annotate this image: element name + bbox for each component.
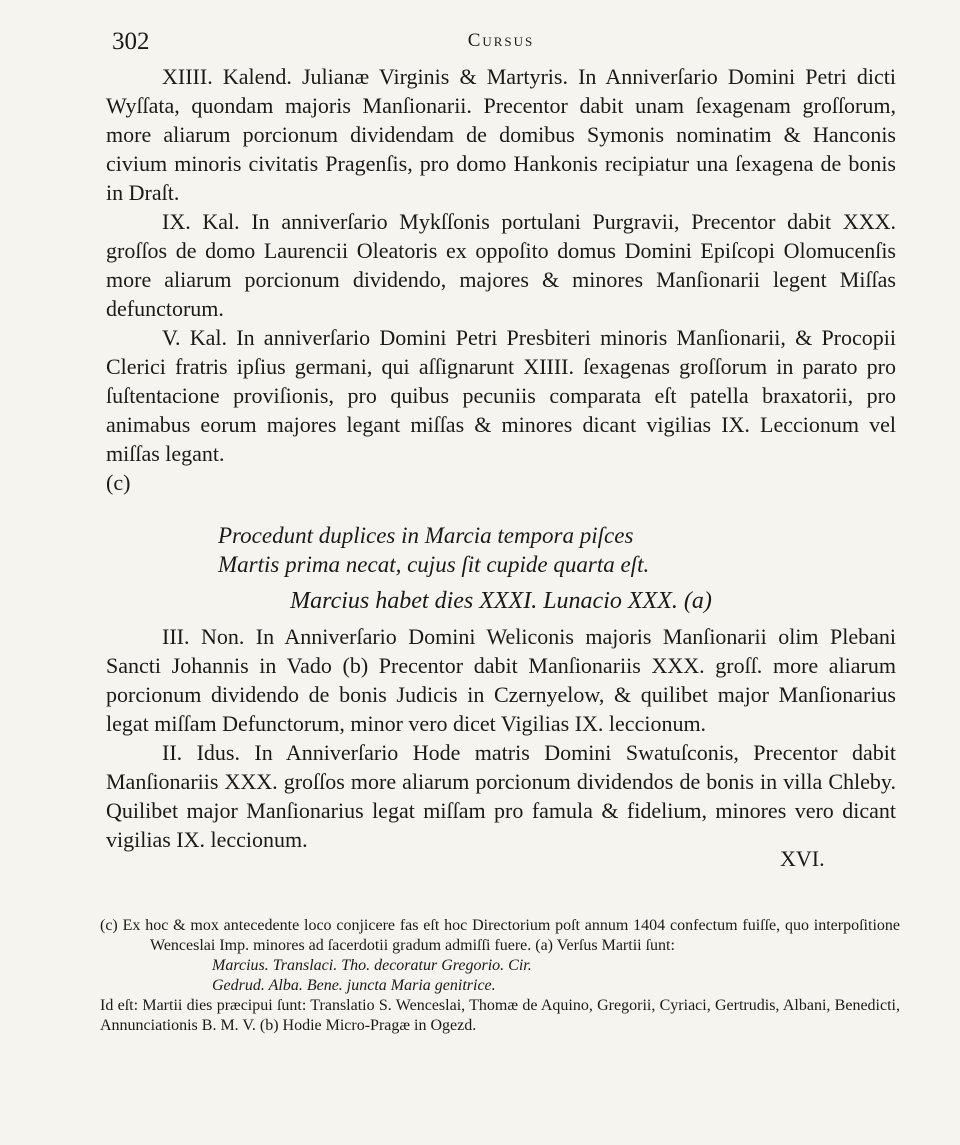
entry-paragraph: V. Kal. In anniverſario Domini Petri Presbiteri minoris Manſionarii, & Procopii Clerici fratris ipſius germani, qui aſſignarunt XIIII. ſexagenas groſſorum in parato pro ſuſtentacione proviſionis, pro quibus pecuniis comparata eſt patella braxatorii, pro animabus eorum majores legant miſſas & minores dicant vigilias IX. Leccionum vel miſſas legant. [106,325,896,466]
footnote-verse-line: Gedrud. Alba. Bene. juncta Maria genitrice. [212,977,496,994]
footnote-verse-line: Marcius. Translaci. Tho. decoratur Gregorio. Cir. [212,957,532,974]
main-text [106,62,896,854]
footnote-text: Id eſt: Martii dies præcipui ſunt: Translatio S. Wenceslai, Thomæ de Aquino, Gregorii, Cyriaci, Gertrudis, Albani, Benedicti, Annunciationis B. M. V. (b) Hodie Micro-Pragæ in Ogezd. [100,997,900,1034]
verse-line: Martis prima necat, cujus ſit cupide quarta eſt. [218,552,650,577]
entry-paragraph: II. Idus. In Anniverſario Hode matris Domini Swatuſconis, Precentor dabit Manſionariis XXX. groſſos more aliarum porcionum dividendos de bonis in villa Chleby. Quilibet major Manſionarius legat miſſam pro famula & fidelium, minores vero dicant vigilias IX. leccionum. [106,740,896,852]
verse-block [106,521,896,579]
entry-paragraph: XIIII. Kalend. Julianæ Virginis & Martyris. In Anniverſario Domini Petri dicti Wyſſata, quondam majoris Manſionarii. Precentor dabit unam ſexagenam groſſorum, more aliarum porcionum dividendam de domibus Symonis nominatim & Hanconis civium minoris civitatis Pragenſis, pro domo Hankonis recipiatur una ſexagena de bonis in Draſt. [106,64,896,205]
footnotes [100,916,900,1036]
month-heading: Marcius habet dies XXXI. Lunacio XXX. (a) [290,588,712,614]
footnote-text: (c) Ex hoc & mox antecedente loco conjicere fas eſt hoc Directorium poſt annum 1404 confectum fuiſſe, quo interpoſitione Wenceslai Imp. minores ad ſacerdotii gradum admiſſi fuere. (a) Verſus Martii ſunt: [100,917,900,954]
page-number: 302 [112,28,150,55]
footnote-verse [100,956,900,996]
verse-line: Procedunt duplices in Marcia tempora piſces [218,523,634,548]
entry-paragraph: III. Non. In Anniverſario Domini Weliconis majoris Manſionarii olim Plebani Sancti Johannis in Vado (b) Precentor dabit Manſionariis XXX. groſſ. more aliarum porcionum dividendo de bonis Judicis in Czernyelow, & quilibet major Manſionarius legat miſſam Defunctorum, minor vero dicet Vigilias IX. leccionum. [106,624,896,736]
running-head: Cursus [467,30,535,51]
section-tag: XVI. [780,846,825,871]
page-header [112,28,890,62]
footnote-reference: (c) [106,470,131,495]
entry-paragraph: IX. Kal. In anniverſario Mykſſonis portulani Purgravii, Precentor dabit XXX. groſſos de domo Laurencii Oleatoris ex oppoſito domus Domini Epiſcopi Olomucenſis more aliarum porcionum dividendo, majores & minores Manſionarii legent Miſſas defunctorum. [106,209,896,321]
